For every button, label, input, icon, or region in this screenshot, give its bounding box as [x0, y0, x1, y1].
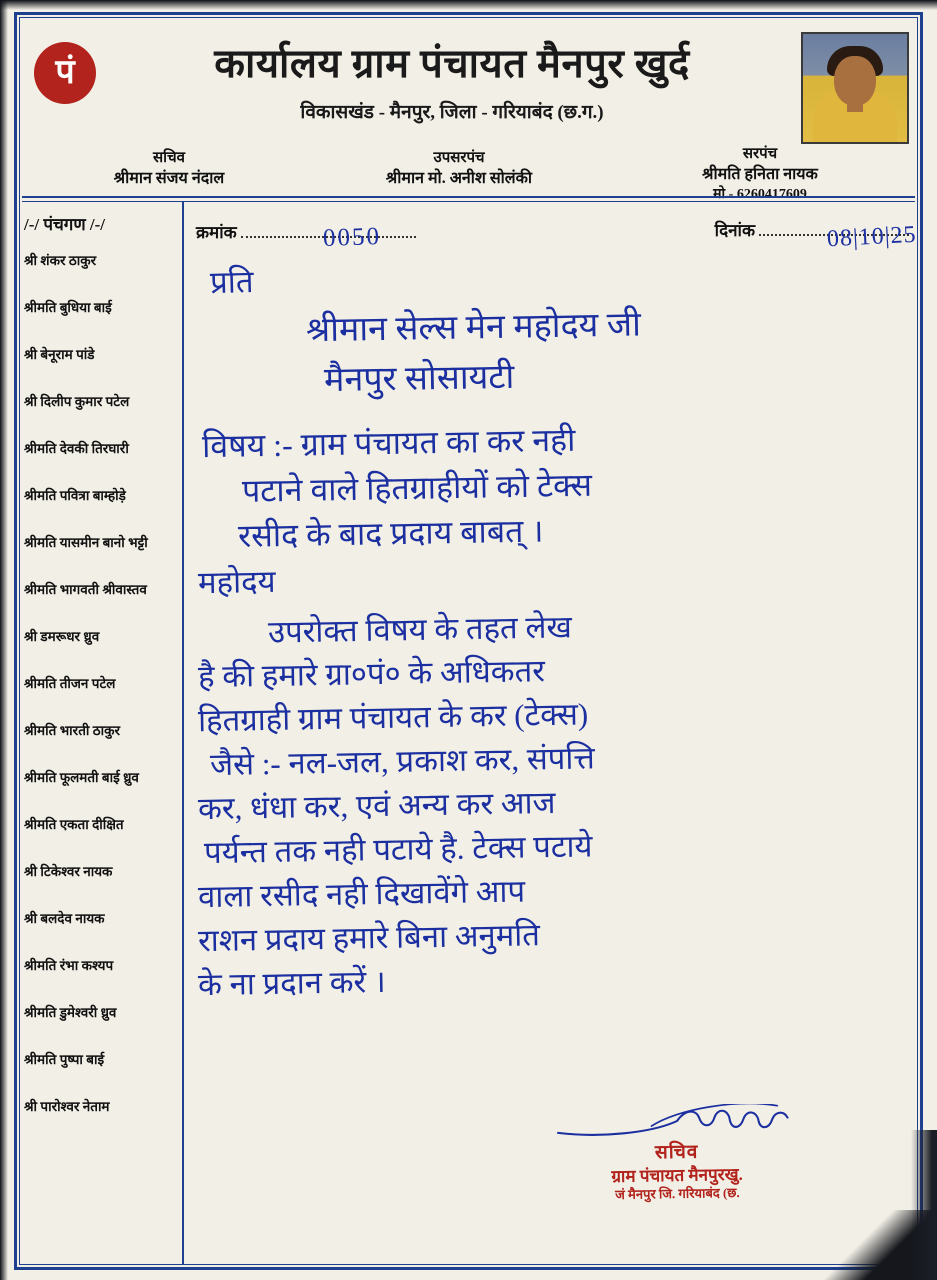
stamp-line-2: ग्राम पंचायत मैनपुरखु. [611, 1164, 743, 1186]
header-divider [22, 196, 915, 198]
letterhead [22, 20, 915, 202]
list-item: श्रीमति भारती ठाकुर [24, 723, 120, 738]
letter-subject-line-2: पटाने वाले हितग्राहीयों को टेक्स [241, 466, 593, 509]
letter-subject-line-1: विषय :- ग्राम पंचायत का कर नही [201, 421, 576, 465]
list-item: श्रीमति डुमेश्वरी ध्रुव [24, 1005, 117, 1020]
officer-sachiv-name: श्रीमान संजय नंदाल [113, 170, 225, 188]
list-item: श्रीमति यासमीन बानो भट्टी [24, 535, 148, 550]
officer-sarpanch-phone: मो.- 6260417609 [713, 186, 807, 202]
officer-upsarpanch-name: श्रीमान मो. अनीश सोलंकी [385, 170, 533, 188]
letter-addressee-line-2: मैनपुर सोसायटी [323, 358, 515, 400]
signature-block [527, 1104, 827, 1202]
header-divider-thin [22, 201, 915, 202]
list-item: श्रीमति एकता दीक्षित [24, 817, 124, 832]
letter-paragraph-line-5: कर, धंधा कर, एवं अन्य कर आज [197, 784, 556, 827]
list-item: श्रीमति फूलमती बाई ध्रुव [24, 770, 139, 785]
list-item: श्री बेनूराम पांडे [24, 347, 95, 362]
list-item: श्री शंकर ठाकुर [24, 253, 97, 268]
list-item: श्रीमति पवित्रा बाम्होड़े [24, 488, 126, 503]
letter-paragraph-line-7: वाला रसीद नही दिखावेंगे आप [197, 873, 526, 915]
officer-sachiv-role: सचिव [153, 150, 185, 166]
list-item: श्री दिलीप कुमार पटेल [24, 394, 130, 409]
list-item: श्रीमति देवकी तिरघारी [24, 441, 129, 456]
list-item: श्रीमति तीजन पटेल [24, 676, 116, 691]
officer-sarpanch-role: सरपंच [742, 146, 778, 162]
list-item: श्री बलदेव नायक [24, 911, 105, 926]
list-item: श्री टिकेश्वर नायक [24, 864, 113, 879]
list-item: श्री डमरूधर ध्रुव [24, 629, 100, 644]
officer-sarpanch-name: श्रीमति हनिता नायक [702, 166, 818, 184]
dinank-value: 08|10|25 [826, 221, 918, 253]
panchayat-logo-icon: पं [34, 42, 96, 104]
panchgan-list [22, 212, 180, 1144]
letter-paragraph-line-2: है की हमारे ग्रा०पं० के अधिकतर [197, 653, 546, 695]
list-item: श्रीमति बुधिया बाई [24, 300, 112, 315]
panchgan-title: /-/ पंचगण /-/ [24, 215, 106, 234]
letter-paragraph-line-4: जैसे :- नल-जल, प्रकाश कर, संपत्ति [209, 740, 596, 783]
page-title: कार्यालय ग्राम पंचायत मैनपुर खुर्द [214, 41, 690, 86]
letter-paragraph-line-8: राशन प्रदाय हमारे बिना अनुमति [197, 917, 541, 959]
list-item: श्री पारोश्वर नेताम [24, 1099, 110, 1114]
avatar-face [834, 56, 876, 106]
letter-subject-line-3: रसीद के बाद प्रदाय बाबत् । [237, 512, 544, 554]
list-item: श्रीमति रंभा कश्यप [24, 958, 114, 973]
kramank-label: क्रमांक [196, 223, 237, 242]
scan-shadow-top [0, 0, 937, 10]
dinank-label: दिनांक [714, 221, 755, 240]
letter-paragraph-line-1: उपरोक्त विषय के तहत लेख [267, 609, 573, 650]
letter-body [196, 252, 911, 1003]
list-item: श्रीमति पुष्पा बाई [24, 1052, 105, 1067]
officers-row [44, 148, 893, 208]
dinank-field [714, 218, 918, 253]
avatar [801, 32, 909, 144]
stamp-line-1: सचिव [654, 1141, 699, 1164]
kramank-field [196, 220, 416, 253]
letter-greeting: महोदय [197, 563, 276, 601]
scan-shadow-edge [911, 1130, 937, 1280]
officer-upsarpanch-role: उपसरपंच [433, 150, 485, 166]
letter-salutation: प्रति [209, 264, 254, 301]
status-badge [526, 1138, 827, 1204]
list-item: श्रीमति भागवती श्रीवास्तव [24, 582, 147, 597]
letter-addressee-line-1: श्रीमान सेल्स मेन महोदय जी [305, 306, 642, 350]
officer-upsarpanch [294, 148, 624, 190]
kramank-value: 0050 [322, 222, 382, 253]
stamp-line-3: जं मैनपुर जि. गरियाबंद (छ. [614, 1184, 740, 1202]
letter-paragraph-line-3: हितग्राही ग्राम पंचायत के कर (टेक्स) [197, 696, 589, 739]
letter-paragraph-line-6: पर्यन्त तक नही पटाये है. टेक्स पटाये [203, 828, 593, 871]
column-divider [182, 202, 184, 1264]
officer-sachiv [54, 148, 284, 190]
page-subtitle: विकासखंड - मैनपुर, जिला - गरियाबंद (छ.ग.) [300, 102, 604, 123]
letter-paragraph-line-9: के ना प्रदान करें । [197, 963, 386, 1003]
scan-shadow-left [0, 0, 8, 1280]
signature-icon [527, 1104, 827, 1138]
